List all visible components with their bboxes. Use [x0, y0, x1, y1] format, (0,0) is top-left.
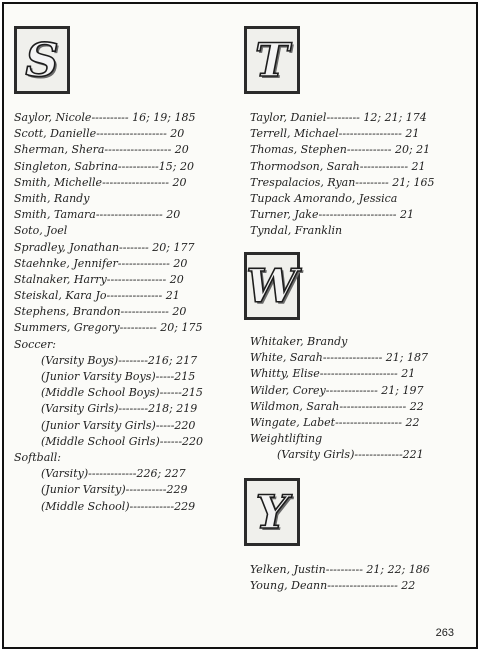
- index-entry: Summers, Gregory---------- 20; 175: [14, 321, 203, 335]
- index-entry: Thormodson, Sarah------------- 21: [250, 159, 426, 173]
- index-subentry: (Middle School)------------229: [41, 499, 196, 513]
- index-entry: Whitaker, Brandy: [250, 335, 348, 348]
- index-subentry: (Varsity Girls)--------218; 219: [41, 402, 198, 416]
- index-category: Weightlifting: [250, 432, 323, 446]
- index-subentry: (Middle School Girls)------220: [41, 434, 204, 448]
- index-entry: Wilder, Corey-------------- 21; 197: [250, 383, 424, 397]
- index-category: Softball:: [14, 450, 61, 464]
- index-entry: Turner, Jake--------------------- 21: [250, 208, 415, 222]
- t-entries-list: [250, 110, 434, 240]
- index-entry: Scott, Danielle------------------- 20: [14, 127, 185, 141]
- index-entry: Spradley, Jonathan-------- 20; 177: [14, 240, 195, 254]
- index-entry: Steiskal, Kara Jo--------------- 21: [14, 289, 180, 303]
- index-entry: White, Sarah---------------- 21; 187: [250, 351, 428, 365]
- index-entry: Taylor, Daniel--------- 12; 21; 174: [250, 111, 427, 124]
- section-letter-y: [244, 478, 300, 546]
- index-entry: Young, Deann------------------- 22: [250, 579, 416, 593]
- index-subentry: (Varsity Girls)-------------221: [277, 448, 424, 462]
- index-entry: Saylor, Nicole---------- 16; 19; 185: [14, 111, 196, 124]
- index-entry: Staehnke, Jennifer-------------- 20: [14, 256, 188, 270]
- index-subentry: (Junior Varsity Boys)-----215: [41, 370, 196, 383]
- index-subentry: (Junior Varsity)-----------229: [41, 483, 188, 497]
- index-subentry: (Varsity)-------------226; 227: [41, 467, 186, 481]
- index-entry: Sherman, Shera------------------ 20: [14, 143, 189, 157]
- page-number: 263: [435, 627, 454, 639]
- index-subentry: (Middle School Boys)------215: [41, 386, 203, 400]
- index-entry: Wingate, Labet------------------ 22: [250, 415, 420, 429]
- index-entry: Smith, Tamara------------------ 20: [14, 208, 181, 222]
- index-entry: Stalnaker, Harry---------------- 20: [14, 272, 184, 286]
- index-entry: Yelken, Justin---------- 21; 22; 186: [250, 563, 430, 576]
- index-entry: Smith, Michelle------------------ 20: [14, 175, 187, 189]
- index-entry: Wildmon, Sarah------------------ 22: [250, 399, 424, 413]
- index-entry: Tyndal, Franklin: [250, 224, 343, 238]
- index-subentry: (Varsity Boys)--------216; 217: [41, 353, 198, 367]
- letter-y-glyph: Y: [255, 485, 289, 539]
- index-entry: Thomas, Stephen------------ 20; 21: [250, 143, 431, 157]
- index-entry: Smith, Randy: [14, 191, 90, 205]
- index-entry: Singleton, Sabrina-----------15; 20: [14, 159, 194, 173]
- y-entries-list: [250, 562, 430, 594]
- index-subentry: (Junior Varsity Girls)-----220: [41, 418, 196, 432]
- index-entry: Whitty, Elise--------------------- 21: [250, 367, 416, 381]
- index-entry: Trespalacios, Ryan--------- 21; 165: [250, 175, 435, 189]
- letter-w-glyph: W: [246, 259, 298, 313]
- section-letter-t: [244, 26, 300, 94]
- w-entries-list: [250, 334, 428, 464]
- index-entry: Soto, Joel: [14, 224, 68, 238]
- section-letter-w: [244, 252, 300, 320]
- section-letter-s: [14, 26, 70, 94]
- letter-s-glyph: S: [25, 33, 59, 87]
- index-entry: Tupack Amorando, Jessica: [250, 191, 398, 205]
- s-entries-list: [14, 110, 203, 515]
- yearbook-index-page: [2, 2, 478, 649]
- index-category: Soccer:: [14, 337, 56, 351]
- letter-t-glyph: T: [254, 33, 290, 87]
- index-entry: Terrell, Michael----------------- 21: [250, 127, 420, 141]
- index-entry: Stephens, Brandon------------- 20: [14, 305, 187, 319]
